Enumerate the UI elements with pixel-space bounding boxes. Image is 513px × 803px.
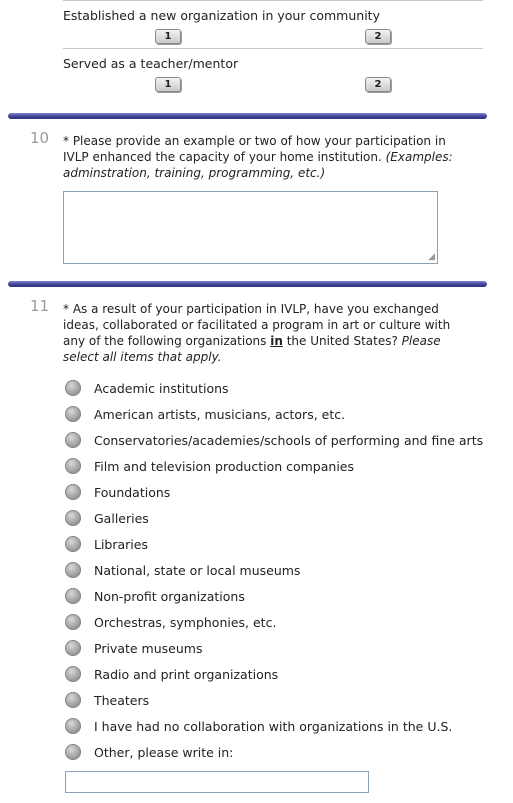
option-label: Non-profit organizations	[94, 589, 245, 604]
resize-grip-icon[interactable]: ◢	[428, 252, 435, 262]
row-divider	[63, 48, 483, 49]
option-no-collaboration[interactable]	[65, 717, 485, 737]
question-prompt-end: the United States?	[286, 334, 398, 348]
radio-button-icon[interactable]	[65, 666, 81, 682]
option-label: Academic institutions	[94, 381, 229, 396]
option-other[interactable]	[65, 743, 485, 763]
option-museums[interactable]	[65, 561, 485, 581]
row-divider	[63, 0, 483, 1]
question-hint: (Examples: adminstration, training, programming, etc.)	[63, 150, 453, 180]
section-divider	[8, 113, 487, 119]
option-label: Other, please write in:	[94, 745, 234, 760]
radio-button-icon[interactable]	[65, 458, 81, 474]
option-non-profit[interactable]	[65, 587, 485, 607]
option-foundations[interactable]	[65, 483, 485, 503]
option-label: Film and television production companies	[94, 459, 355, 474]
radio-button-icon[interactable]	[65, 562, 81, 578]
section-divider	[8, 281, 487, 287]
option-theaters[interactable]	[65, 691, 485, 711]
question-prompt: * Please provide an example or two of how your participation in IVLP enhanced the capacity of your home institution.	[63, 134, 446, 164]
option-label: Conservatories/academies/schools of performing and fine arts	[94, 433, 484, 448]
option-private-museums[interactable]	[65, 639, 485, 659]
option-label: I have had no collaboration with organizations in the U.S.	[94, 719, 453, 734]
question-emphasis: in	[270, 334, 283, 348]
question-number: 11	[30, 297, 50, 315]
other-write-in-input[interactable]	[65, 771, 369, 793]
radio-button-icon[interactable]	[65, 692, 81, 708]
option-label: Theaters	[94, 693, 150, 708]
question-prompt: * As a result of your participation in IVLP, have you exchanged ideas, collaborated or facilitated a program in art or culture with any of the following organizations	[63, 302, 451, 348]
radio-button-icon[interactable]	[65, 718, 81, 734]
option-academic-institutions[interactable]	[65, 379, 485, 399]
rating-button-2[interactable]: 2	[365, 29, 391, 44]
option-galleries[interactable]	[65, 509, 485, 529]
question-text	[63, 133, 473, 181]
question-hint: Please select all items that apply.	[63, 334, 441, 364]
option-label: Galleries	[94, 511, 149, 526]
option-american-artists[interactable]	[65, 405, 485, 425]
option-film-television[interactable]	[65, 457, 485, 477]
option-libraries[interactable]	[65, 535, 485, 555]
q10-answer-textarea[interactable]	[63, 191, 438, 264]
radio-button-icon[interactable]	[65, 744, 81, 760]
option-conservatories[interactable]	[65, 431, 485, 451]
option-radio-print[interactable]	[65, 665, 485, 685]
radio-button-icon[interactable]	[65, 380, 81, 396]
radio-button-icon[interactable]	[65, 640, 81, 656]
question-text	[63, 301, 473, 365]
row-label-teacher-mentor: Served as a teacher/mentor	[63, 56, 239, 71]
row-label-established: Established a new organization in your community	[63, 8, 380, 23]
rating-button-1[interactable]: 1	[155, 29, 181, 44]
option-label: National, state or local museums	[94, 563, 301, 578]
question-number: 10	[30, 129, 50, 147]
option-label: Orchestras, symphonies, etc.	[94, 615, 277, 630]
option-label: Foundations	[94, 485, 171, 500]
option-orchestras[interactable]	[65, 613, 485, 633]
radio-button-icon[interactable]	[65, 614, 81, 630]
radio-button-icon[interactable]	[65, 432, 81, 448]
rating-button-1[interactable]: 1	[155, 77, 181, 92]
option-label: American artists, musicians, actors, etc.	[94, 407, 346, 422]
rating-button-2[interactable]: 2	[365, 77, 391, 92]
option-label: Private museums	[94, 641, 203, 656]
radio-button-icon[interactable]	[65, 588, 81, 604]
radio-button-icon[interactable]	[65, 484, 81, 500]
radio-button-icon[interactable]	[65, 406, 81, 422]
radio-button-icon[interactable]	[65, 510, 81, 526]
option-label: Libraries	[94, 537, 148, 552]
option-label: Radio and print organizations	[94, 667, 279, 682]
radio-button-icon[interactable]	[65, 536, 81, 552]
